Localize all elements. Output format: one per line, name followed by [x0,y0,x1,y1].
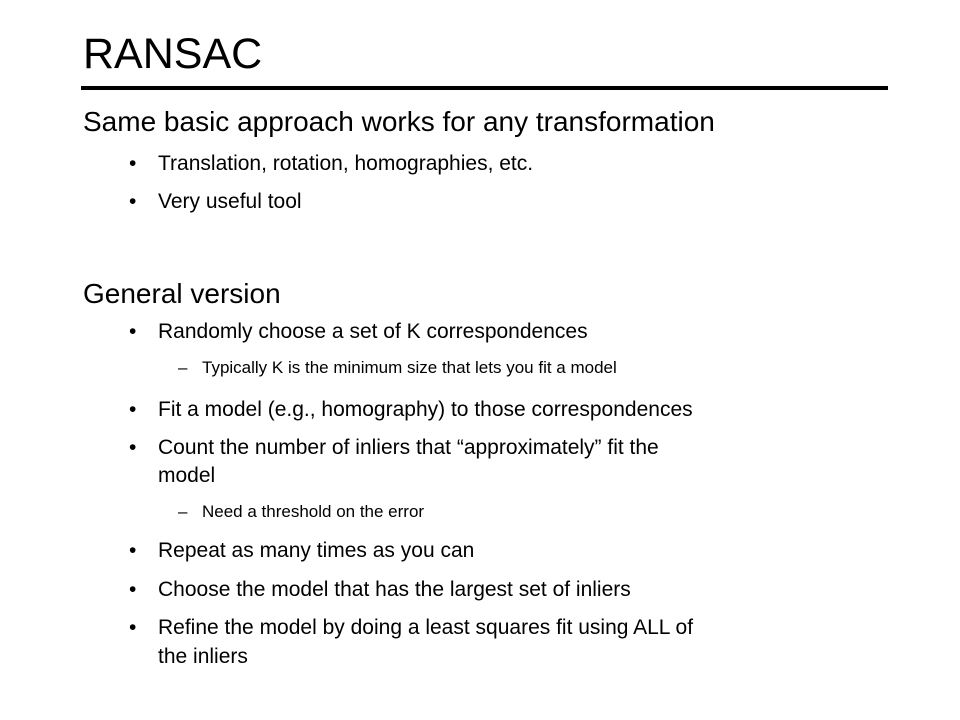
section-heading: Same basic approach works for any transformation [83,106,715,137]
bullet-icon: • [129,539,137,562]
bullet-icon: • [129,190,137,213]
list-item-text: Repeat as many times as you can [158,539,475,562]
title-divider [81,86,888,90]
dash-icon: – [178,502,188,521]
list-item-text: the inliers [158,645,248,668]
list-item-text: model [158,464,216,487]
bullet-icon: • [129,398,137,421]
list-item-text: Refine the model by doing a least squares fit using ALL of [158,616,694,639]
list-item-text: Randomly choose a set of K correspondences [158,320,588,343]
list-item-text: Fit a model (e.g., homography) to those correspondences [158,398,693,421]
sub-item-text: Need a threshold on the error [202,502,425,521]
slide-title: RANSAC [83,30,263,78]
section-heading: General version [83,278,281,309]
bullet-icon: • [129,320,137,343]
list-item-text: Translation, rotation, homographies, etc. [158,152,534,175]
list-item-text: Very useful tool [158,190,302,213]
dash-icon: – [178,358,188,377]
bullet-icon: • [129,152,137,175]
bullet-icon: • [129,578,137,601]
list-item-text: Count the number of inliers that “approximately” fit the [158,436,659,459]
list-item-text: Choose the model that has the largest set of inliers [158,578,631,601]
bullet-icon: • [129,616,137,639]
sub-item-text: Typically K is the minimum size that lets you fit a model [202,358,617,377]
bullet-icon: • [129,436,137,459]
